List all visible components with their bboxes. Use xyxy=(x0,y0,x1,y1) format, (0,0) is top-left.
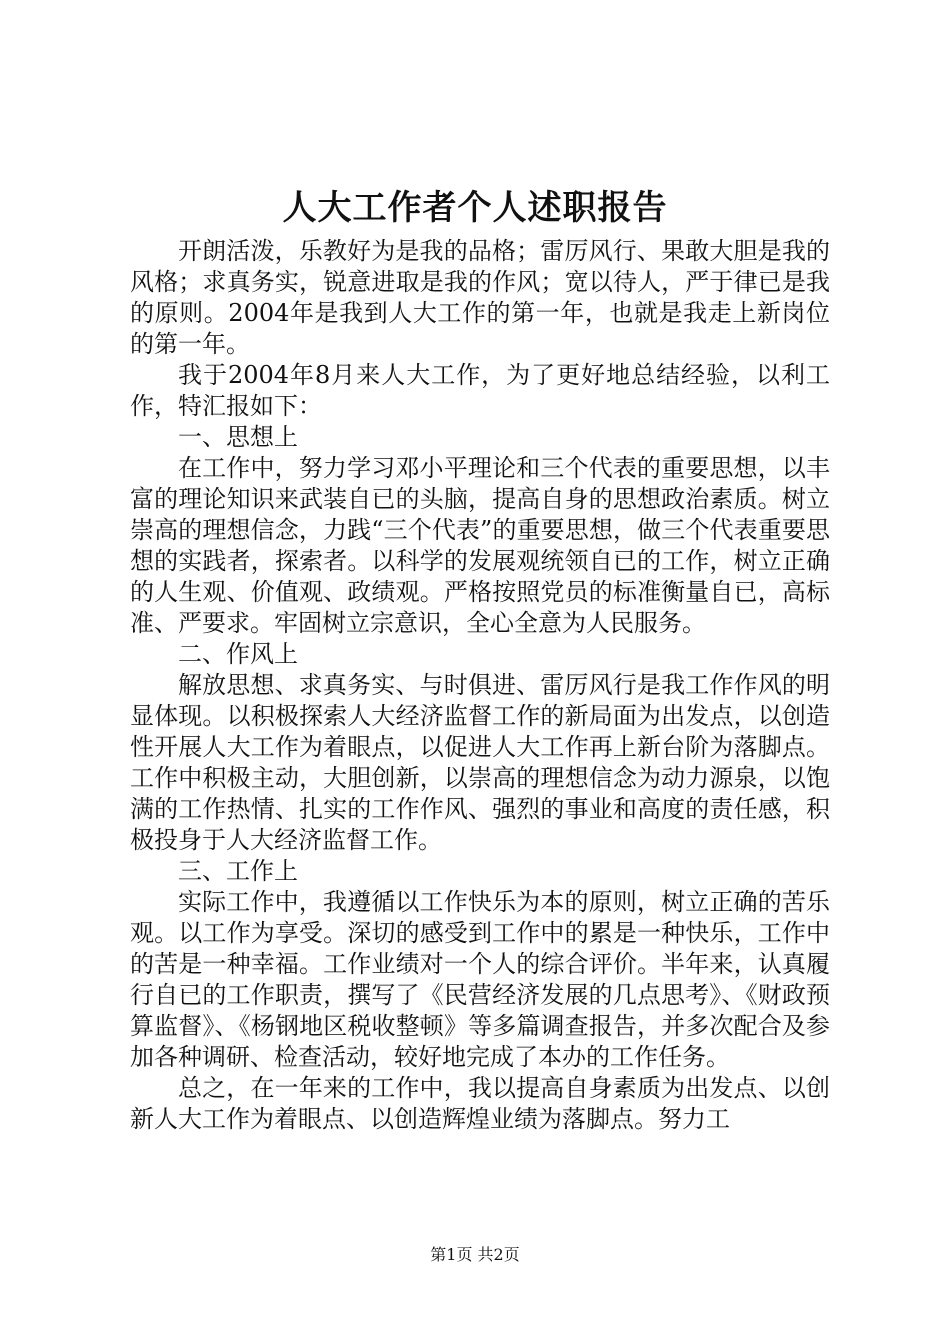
paragraph-work: 实际工作中，我遵循以工作快乐为本的原则，树立正确的苦乐观。以工作为享受。深切的感受到工作中的累是一种快乐，工作中的苦是一种幸福。工作业绩对一个人的综合评价。半年来，认真履行自已的工作职责，撰写了《民营经济发展的几点思考》、《财政预算监督》、《杨钢地区税收整顿》等多篇调查报告，并多次配合及参加各种调研、检查活动，较好地完成了本办的工作任务。 xyxy=(130,888,830,1071)
page-footer: 第1页 共2页 xyxy=(430,1245,520,1264)
paragraph-thought: 在工作中，努力学习邓小平理论和三个代表的重要思想，以丰富的理论知识来武装自已的头脑，提高自身的思想政治素质。树立崇高的理想信念，力践“三个代表”的重要思想，做三个代表重要思想的实践者，探索者。以科学的发展观统领自已的工作，树立正确的人生观、价值观、政绩观。严格按照党员的标准衡量自已，高标准、严要求。牢固树立宗意识，全心全意为人民服务。 xyxy=(130,454,830,637)
document-body xyxy=(130,236,830,1135)
paragraph-intro: 开朗活泼，乐教好为是我的品格；雷厉风行、果敢大胆是我的风格；求真务实，锐意进取是我的作风；宽以待人，严于律已是我的原则。2004年是我到人大工作的第一年，也就是我走上新岗位的第一年。 xyxy=(130,237,830,358)
paragraph-summary: 总之，在一年来的工作中，我以提高自身素质为出发点、以创新人大工作为着眼点、以创造辉煌业绩为落脚点。努力工 xyxy=(130,1074,830,1133)
section-heading-style: 二、作风上 xyxy=(178,640,298,668)
page-title: 人大工作者个人述职报告 xyxy=(282,188,668,228)
paragraph-style: 解放思想、求真务实、与时俱进、雷厉风行是我工作作风的明显体现。以积极探索人大经济监督工作的新局面为出发点，以创造性开展人大工作为着眼点，以促进人大工作再上新台阶为落脚点。工作中积极主动，大胆创新，以崇高的理想信念为动力源泉，以饱满的工作热情、扎实的工作作风、强烈的事业和高度的责任感，积极投身于人大经济监督工作。 xyxy=(130,671,830,854)
section-heading-work: 三、工作上 xyxy=(178,857,298,885)
paragraph-report-lead: 我于2004年8月来人大工作，为了更好地总结经验，以利工作，特汇报如下： xyxy=(130,361,830,420)
section-heading-thought: 一、思想上 xyxy=(178,423,298,451)
